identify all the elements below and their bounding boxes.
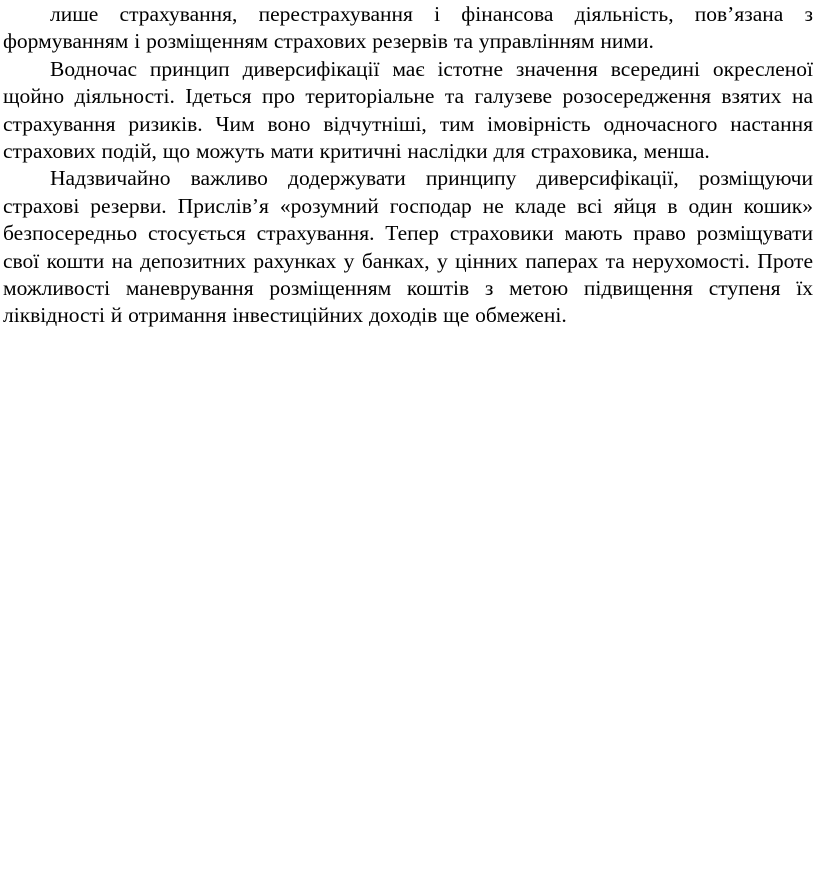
paragraph-reserve-placement: Надзвичайно важливо додержувати принципу диверсифікації, розміщуючи страхові резерви. Прислів’я «розумний господар не кладе всі яйця в один кошик» безпосередньо стосується страхування. Тепер страховики мають право розміщувати свої кошти на депозитних рахунках у банках, у цінних паперах та нерухомості. Проте можливості маневрування розміщенням коштів з метою підвищення ступеня їх ліквідності й отримання інвестиційних доходів ще обмежені.	[3, 166, 813, 328]
paragraph-continuation: лише страхування, перестрахування і фінансова діяльність, пов’язана з формуванням і розміщенням страхових резервів та управлінням ними.	[3, 2, 813, 54]
paragraph-diversification-principle: Водночас принцип диверсифікації має істотне значення всередині окресленої щойно діяльності. Ідеться про територіальне та галузеве розосередження взятих на страхування ризиків. Чим воно відчутніші, тим імовірність одночасного настання страхових подій, що можуть мати критичні наслідки для страховика, менша.	[3, 56, 813, 164]
document-page	[3, 0, 813, 330]
